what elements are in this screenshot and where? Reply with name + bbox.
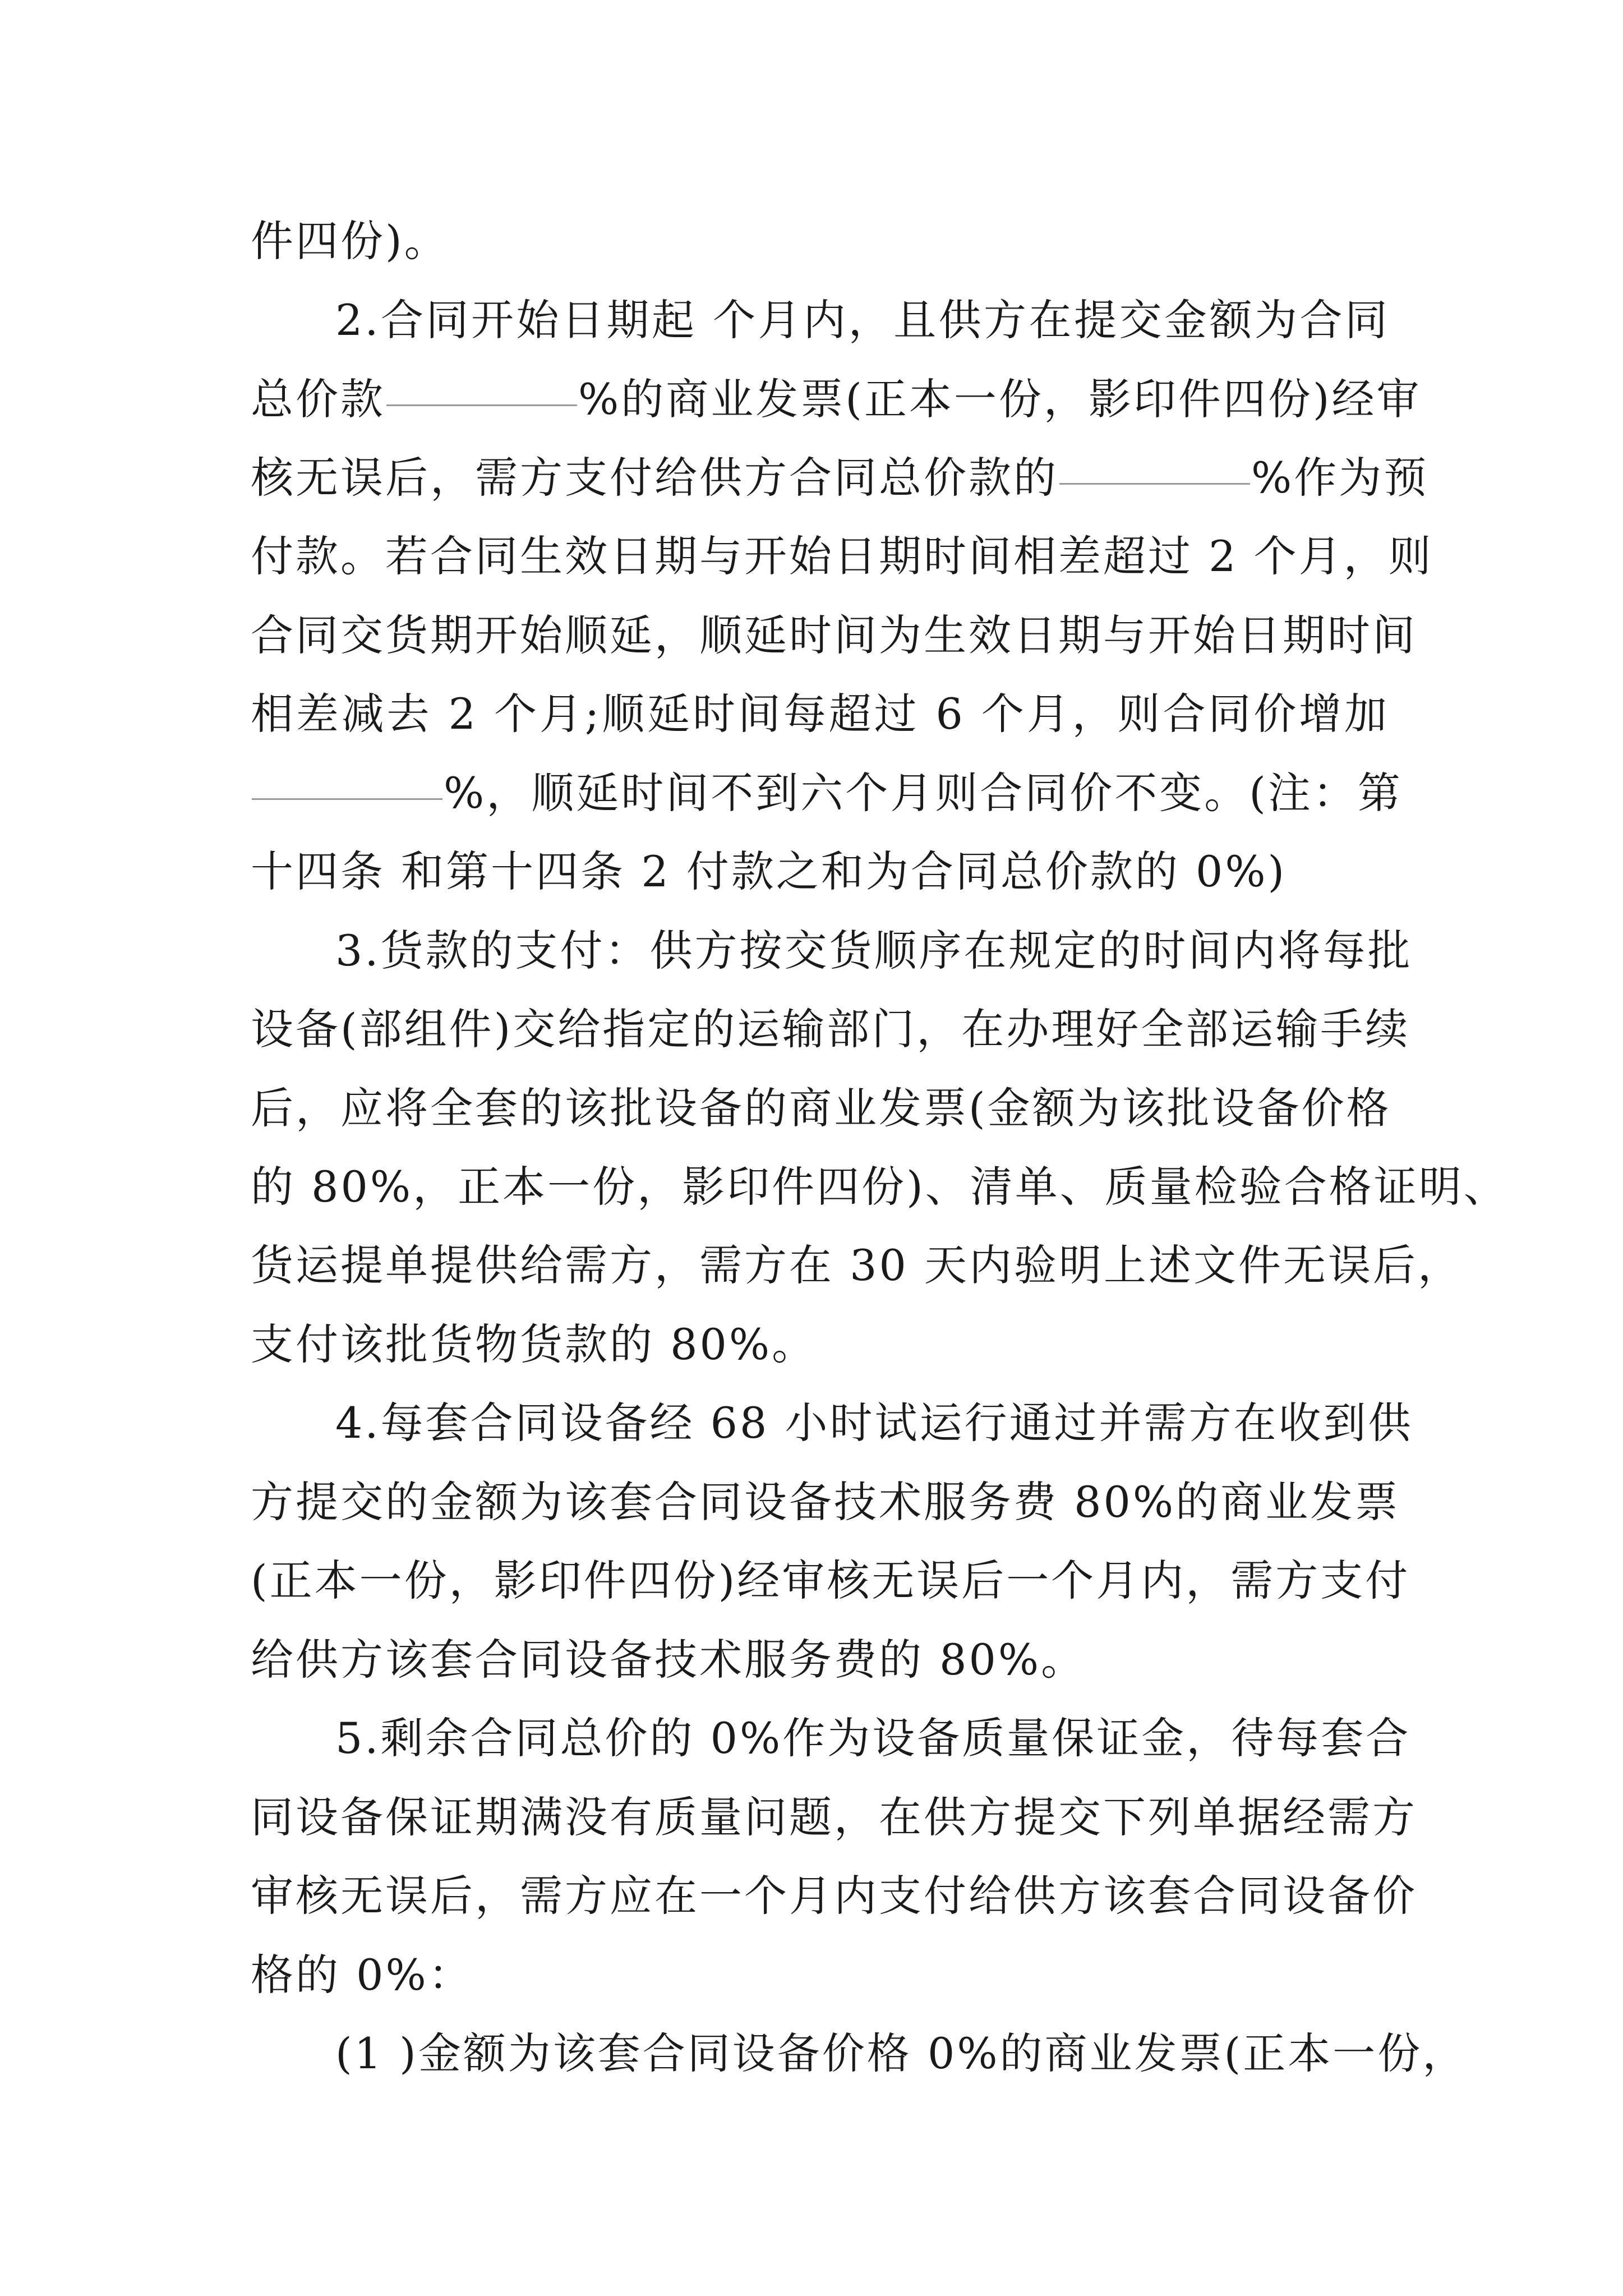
paragraph-2-line-3: 核无误后，需方支付给供方合同总价款的 %作为预	[251, 453, 1429, 503]
paragraph-2-line-1: 2.合同开始日期起 个月内，且供方在提交金额为合同	[335, 295, 1390, 345]
paragraph-2-line-2: 总价款 %的商业发票(正本一份，影印件四份)经审	[251, 374, 1422, 424]
sub-item-1-line-1: (1 )金额为该套合同设备价格 0%的商业发票(正本一份，	[335, 2028, 1468, 2078]
paragraph-2-line-7: %，顺延时间不到六个月则合同价不变。(注：第	[251, 751, 1389, 835]
paragraph-2-line-5: 合同交货期开始顺延，顺延时间为生效日期与开始日期时间	[251, 610, 1417, 660]
paragraph-5-line-4: 格的 0%：	[251, 1950, 473, 2000]
paragraph-2-line-6: 相差减去 2 个月;顺延时间每超过 6 个月，则合同价增加	[251, 689, 1389, 739]
fill-in-blank-2	[1059, 482, 1250, 485]
paragraph-3-line-4: 的 80%，正本一份，影印件四份)、清单、质量检验合格证明、	[251, 1162, 1509, 1212]
paragraph-2-line-4: 付款。若合同生效日期与开始日期时间相差超过 2 个月，则	[251, 531, 1433, 581]
text-line-1: 件四份)。	[251, 216, 449, 266]
paragraph-3-line-2: 设备(部组件)交给指定的运输部门，在办理好全部运输手续	[251, 1004, 1410, 1054]
paragraph-5-line-3: 审核无误后，需方应在一个月内支付给供方该套合同设备价	[251, 1871, 1417, 1921]
paragraph-4-line-4: 给供方该套合同设备技术服务费的 80%。	[251, 1635, 1086, 1685]
paragraph-2-line-8: 十四条 和第十四条 2 付款之和为合同总价款的 0%)	[251, 846, 1287, 896]
paragraph-3-line-6: 支付该批货物货款的 80%。	[251, 1319, 817, 1369]
paragraph-4-line-3: (正本一份，影印件四份)经审核无误后一个月内，需方支付	[251, 1556, 1410, 1605]
fill-in-blank-3	[252, 798, 442, 800]
paragraph-4-line-1: 4.每套合同设备经 68 小时试运行通过并需方在收到供	[335, 1398, 1413, 1448]
paragraph-4-line-2: 方提交的金额为该套合同设备技术服务费 80%的商业发票	[251, 1477, 1400, 1527]
paragraph-3-line-1: 3.货款的支付：供方按交货顺序在规定的时间内将每批	[335, 926, 1413, 976]
paragraph-5-line-1: 5.剩余合同总价的 0%作为设备质量保证金，待每套合	[335, 1713, 1411, 1763]
fill-in-blank-1	[386, 404, 577, 406]
paragraph-3-line-5: 货运提单提供给需方，需方在 30 天内验明上述文件无误后，	[251, 1240, 1463, 1290]
paragraph-5-line-2: 同设备保证期满没有质量问题，在供方提交下列单据经需方	[251, 1792, 1417, 1842]
paragraph-3-line-3: 后，应将全套的该批设备的商业发票(金额为该批设备价格	[251, 1083, 1391, 1133]
